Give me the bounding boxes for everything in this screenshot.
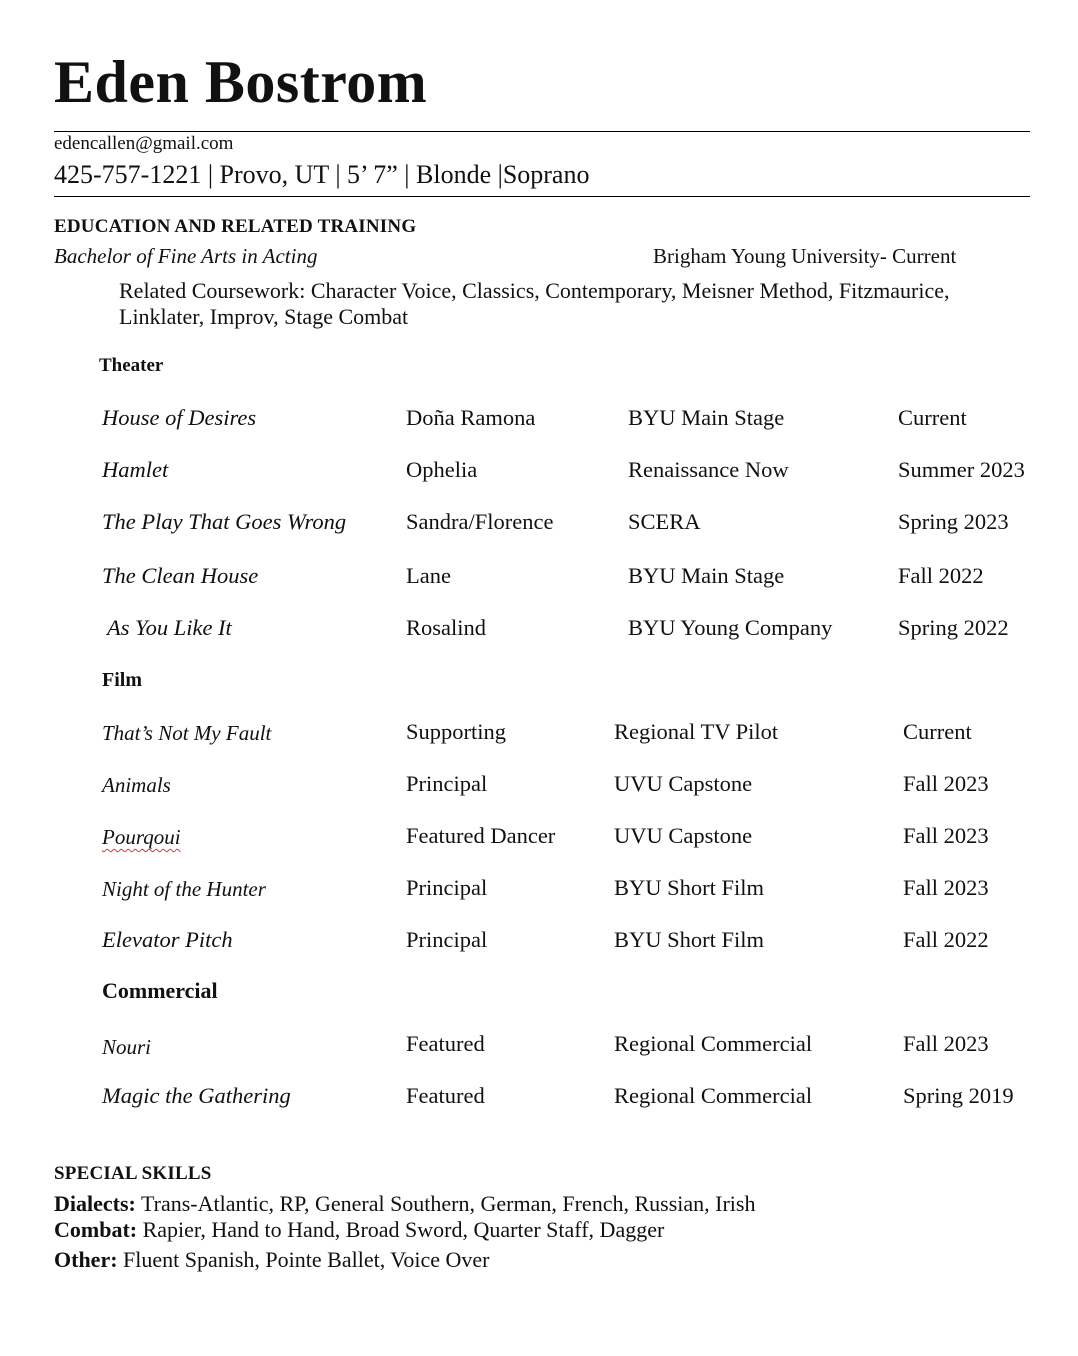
credit-date: Current <box>898 405 967 430</box>
credit-role: Sandra/Florence <box>406 509 554 534</box>
credit-venue: BYU Short Film <box>614 875 765 900</box>
school: Brigham Young University- Current <box>653 244 957 268</box>
credit-role: Principal <box>406 927 488 952</box>
credit-role: Featured <box>406 1031 485 1056</box>
credit-role: Rosalind <box>406 615 487 640</box>
degree: Bachelor of Fine Arts in Acting <box>54 244 318 268</box>
credit-date: Current <box>903 719 972 744</box>
credit-title: Hamlet <box>102 457 169 482</box>
commercial-heading: Commercial <box>102 978 218 1003</box>
credit-venue: Regional Commercial <box>614 1031 813 1056</box>
credit-role: Principal <box>406 771 488 796</box>
credit-date: Spring 2022 <box>898 615 1009 640</box>
credit-role: Lane <box>406 563 451 588</box>
credit-date: Fall 2023 <box>903 823 989 848</box>
skill-combat-value: Rapier, Hand to Hand, Broad Sword, Quarter Staff, Dagger <box>142 1217 665 1242</box>
credit-venue: Renaissance Now <box>628 457 789 482</box>
skill-dialects <box>54 1191 755 1217</box>
skill-dialects-label: Dialects: <box>54 1191 136 1216</box>
credit-venue: BYU Short Film <box>614 927 765 952</box>
credit-title: Nouri <box>102 1035 152 1059</box>
credit-venue: BYU Main Stage <box>628 405 785 430</box>
credit-role: Supporting <box>406 719 507 744</box>
credit-role: Ophelia <box>406 457 478 482</box>
header-divider-bottom <box>54 196 1030 197</box>
skill-combat <box>54 1217 664 1243</box>
credit-role: Featured Dancer <box>406 823 556 848</box>
credit-date: Summer 2023 <box>898 457 1025 482</box>
skill-other <box>54 1247 489 1273</box>
skill-dialects-value: Trans-Atlantic, RP, General Southern, German, French, Russian, Irish <box>140 1191 756 1216</box>
resume-name: Eden Bostrom <box>54 49 428 115</box>
credit-title: The Play That Goes Wrong <box>102 509 347 534</box>
credit-venue: BYU Young Company <box>628 615 833 640</box>
credit-date: Fall 2023 <box>903 1031 989 1056</box>
skill-other-label: Other: <box>54 1247 118 1272</box>
credit-role: Doña Ramona <box>406 405 536 430</box>
credit-title: Night of the Hunter <box>102 877 266 901</box>
credit-venue: SCERA <box>628 509 701 534</box>
credit-title: That’s Not My Fault <box>102 721 272 745</box>
header-divider-top <box>54 131 1030 132</box>
credit-title: Elevator Pitch <box>102 927 233 952</box>
theater-heading: Theater <box>99 355 164 376</box>
credit-title: Magic the Gathering <box>102 1083 291 1108</box>
credit-date: Spring 2023 <box>898 509 1009 534</box>
contact-details: 425-757-1221 | Provo, UT | 5’ 7” | Blonde |Soprano <box>54 160 590 189</box>
credit-role: Principal <box>406 875 488 900</box>
film-heading: Film <box>102 669 142 691</box>
credit-venue: Regional TV Pilot <box>614 719 779 744</box>
credit-date: Fall 2022 <box>898 563 984 588</box>
skill-combat-label: Combat: <box>54 1217 138 1242</box>
education-heading: EDUCATION AND RELATED TRAINING <box>54 216 417 237</box>
credit-venue: Regional Commercial <box>614 1083 813 1108</box>
credit-title: As You Like It <box>107 615 232 640</box>
credit-title: The Clean House <box>102 563 259 588</box>
credit-title: House of Desires <box>102 405 257 430</box>
credit-date: Fall 2023 <box>903 875 989 900</box>
credit-venue: BYU Main Stage <box>628 563 785 588</box>
credit-role: Featured <box>406 1083 485 1108</box>
credit-date: Spring 2019 <box>903 1083 1014 1108</box>
credit-venue: UVU Capstone <box>614 823 753 848</box>
email-address: edencallen@gmail.com <box>54 133 234 154</box>
skill-other-value: Fluent Spanish, Pointe Ballet, Voice Over <box>123 1247 490 1272</box>
credit-date: Fall 2022 <box>903 927 989 952</box>
coursework-line-2: Linklater, Improv, Stage Combat <box>119 304 409 329</box>
credit-title: Pourqoui <box>102 825 181 849</box>
credit-venue: UVU Capstone <box>614 771 753 796</box>
credit-title: Animals <box>102 773 171 797</box>
credit-date: Fall 2023 <box>903 771 989 796</box>
coursework-line-1: Related Coursework: Character Voice, Classics, Contemporary, Meisner Method, Fitzmaurice, <box>119 278 950 303</box>
special-skills-heading: SPECIAL SKILLS <box>54 1163 212 1184</box>
